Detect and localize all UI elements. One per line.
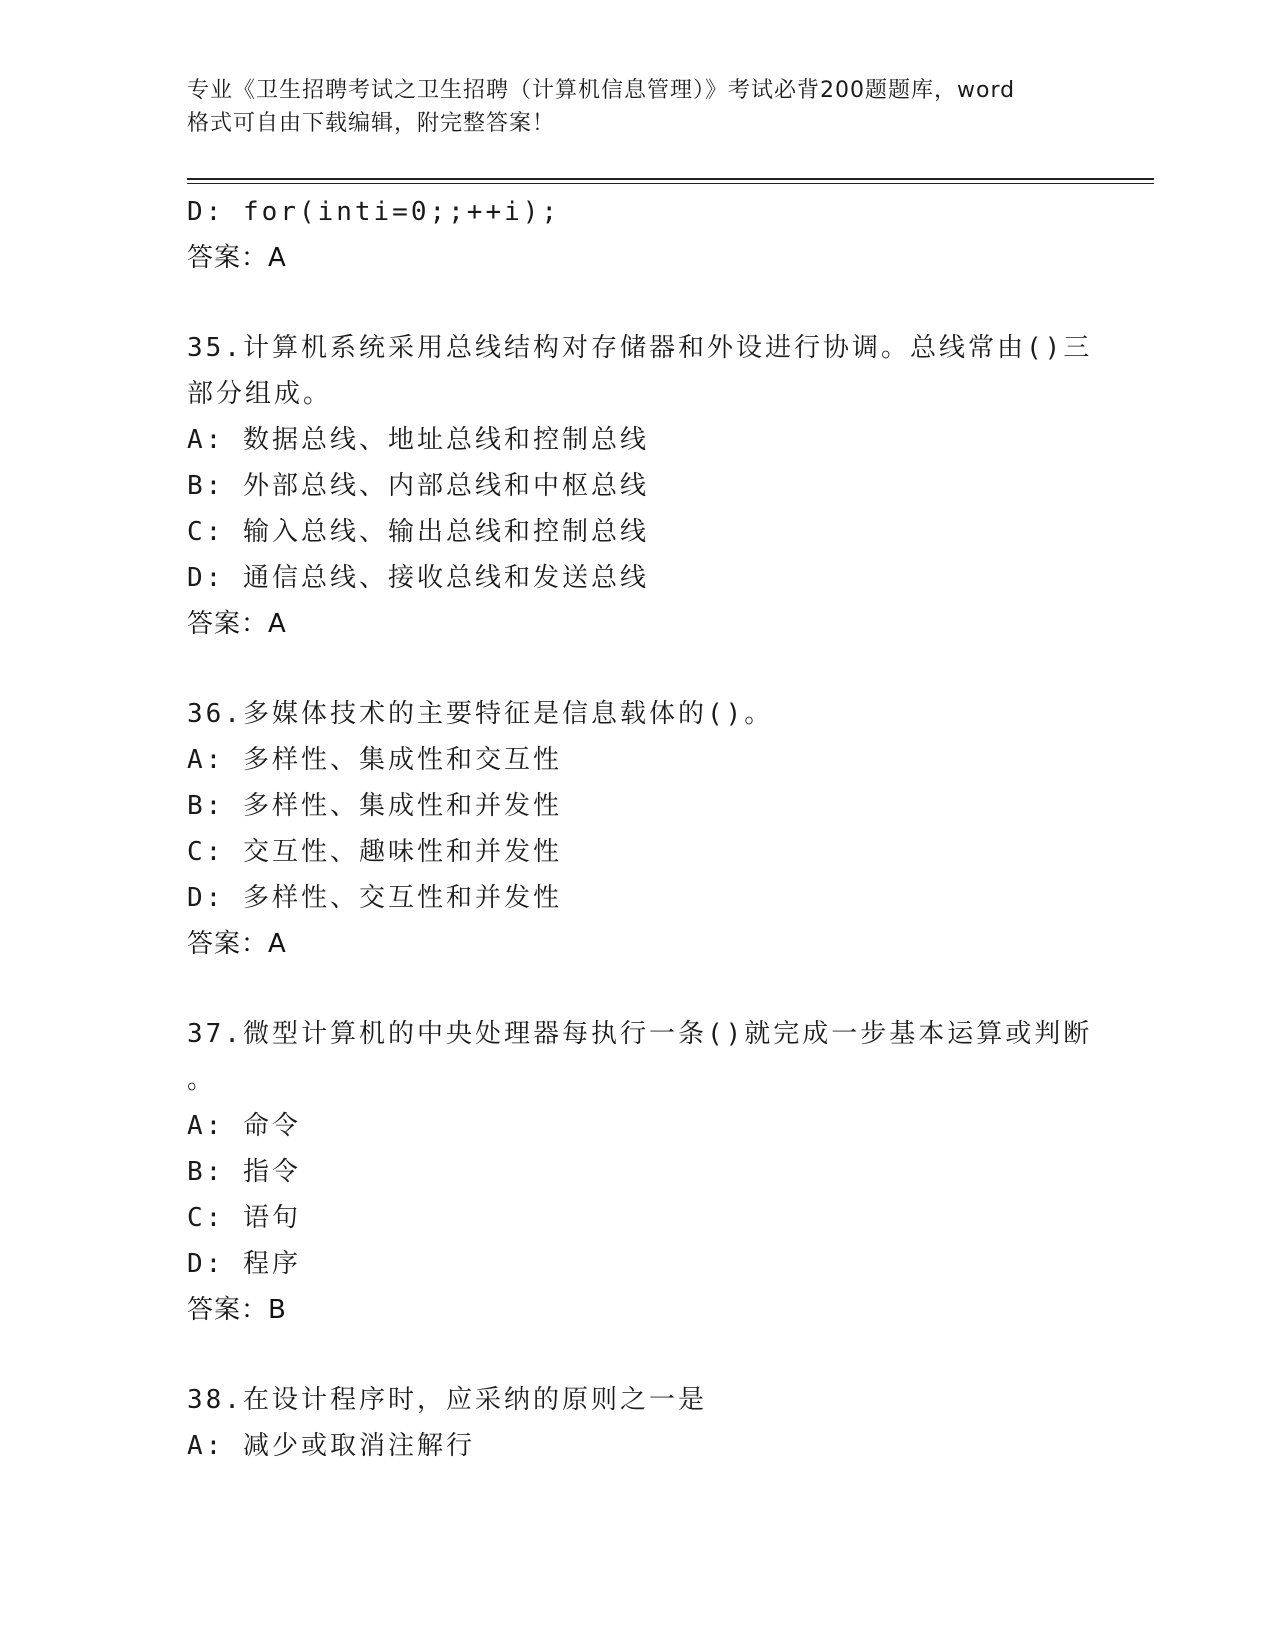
option-a: A: 多样性、集成性和交互性 [187,745,562,775]
question-stem [187,325,1093,417]
header-divider-thin [187,183,1154,184]
header-divider-thick [187,178,1154,180]
option-c: C: 输入总线、输出总线和控制总线 [187,517,649,547]
option-b: B: 多样性、集成性和并发性 [187,791,562,821]
answer: 答案：A [187,929,287,959]
question-stem [187,1377,1087,1423]
option-c: C: 语句 [187,1203,301,1233]
option-c: C: 交互性、趣味性和并发性 [187,837,562,867]
option-d: D: for(inti=0;;++i); [187,197,561,227]
stem-line: 35.计算机系统采用总线结构对存储器和外设进行协调。总线常由()三 [187,333,1093,363]
stem-line: 部分组成。 [187,379,333,409]
option-b: B: 外部总线、内部总线和中枢总线 [187,471,649,501]
answer: 答案：A [187,609,287,639]
stem-line: 36.多媒体技术的主要特征是信息载体的()。 [187,699,774,729]
option-a: A: 数据总线、地址总线和控制总线 [187,425,649,455]
question-35 [187,325,1093,647]
stem-line: 38.在设计程序时，应采纳的原则之一是 [187,1385,707,1415]
answer: 答案：A [187,243,287,273]
stem-line: 37.微型计算机的中央处理器每执行一条()就完成一步基本运算或判断 [187,1019,1093,1049]
question-list [187,189,1093,1469]
option-d: D: 程序 [187,1249,301,1279]
option-d: D: 通信总线、接收总线和发送总线 [187,563,649,593]
question-36 [187,691,1087,967]
option-b: B: 指令 [187,1157,301,1187]
answer: 答案：B [187,1295,287,1325]
stem-line: 。 [187,1065,217,1095]
document-header [187,74,1087,140]
question-37 [187,1011,1093,1333]
question-38 [187,1377,1087,1469]
option-a: A: 减少或取消注解行 [187,1431,475,1461]
question-stem [187,1011,1093,1103]
option-a: A: 命令 [187,1111,301,1141]
header-line-2: 格式可自由下载编辑，附完整答案！ [187,111,556,136]
option-d: D: 多样性、交互性和并发性 [187,883,562,913]
question-34-tail [187,189,1087,281]
header-line-1: 专业《卫生招聘考试之卫生招聘（计算机信息管理）》考试必背200题题库，word [187,78,1016,103]
question-stem [187,691,1087,737]
